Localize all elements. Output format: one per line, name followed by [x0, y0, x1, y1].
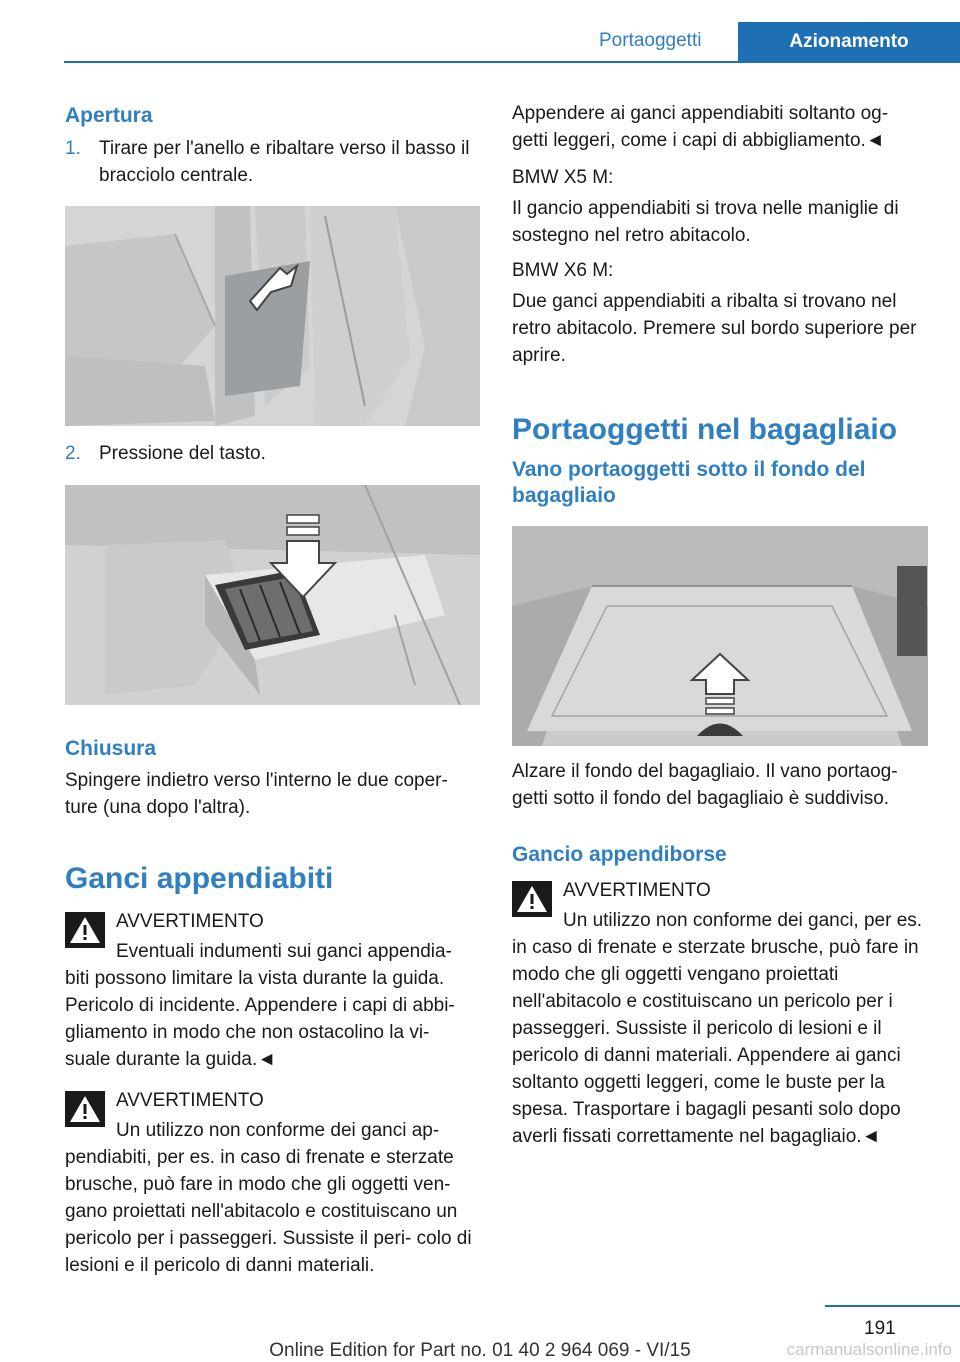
- edition-footer: Online Edition for Part no. 01 40 2 964 069 - VI/15: [269, 1340, 691, 1361]
- warning-3: [512, 877, 928, 1150]
- step-1: [65, 135, 480, 189]
- closing-heading: Chiusura: [65, 737, 157, 760]
- release-button-figure: [65, 485, 480, 705]
- right-column: [512, 100, 928, 1150]
- step-2-text: Pressione del tasto.: [99, 443, 266, 464]
- left-column: [65, 100, 480, 1279]
- page-number: 191: [864, 1318, 896, 1339]
- step-2-number: 2.: [65, 443, 81, 464]
- header-section-title: Portaoggetti: [599, 30, 702, 51]
- warning-2: [65, 1087, 480, 1279]
- warning-1: [65, 908, 480, 1073]
- closing-text: Spingere indietro verso l'interno le due coper‐ ture (una dopo l'altra).: [65, 770, 448, 818]
- warning-triangle-icon: [512, 881, 552, 917]
- x6-text: Due ganci appendiabiti a ribalta si trovano nel retro abitacolo. Premere sul bordo superiore per aprire.: [512, 291, 917, 366]
- warning-triangle-icon: [65, 1091, 105, 1127]
- bag-hook-heading: Gancio appendiborse: [512, 843, 727, 866]
- luggage-heading: Portaoggetti nel bagagliaio: [512, 413, 898, 446]
- opening-heading: Apertura: [65, 104, 153, 127]
- luggage-floor-figure: [512, 526, 928, 746]
- x5-text: Il gancio appendiabiti si trova nelle maniglie di sostegno nel retro abitacolo.: [512, 198, 899, 246]
- warning-triangle-icon: [65, 912, 105, 948]
- compartment-text: Alzare il fondo del bagagliaio. Il vano portaog‐ getti sotto il fondo del bagagliaio è suddiviso.: [512, 761, 898, 809]
- warning-1-text: Eventuali indumenti sui ganci appendia‐ biti possono limitare la vista durante la guida. Pericolo di incidente. Appendere i capi di abbi‐ gliamento in modo che non ostacolino la vi‐ suale durante la guida.◄: [65, 941, 455, 1070]
- hooks-heading: Ganci appendiabiti: [65, 862, 334, 895]
- warning-3-title: AVVERTIMENTO: [563, 880, 711, 901]
- warning-1-title: AVVERTIMENTO: [116, 911, 264, 932]
- compartment-heading: Vano portaoggetti sotto il fondo del bagagliaio: [512, 458, 866, 507]
- armrest-fold-down-figure: [65, 206, 480, 426]
- step-1-number: 1.: [65, 138, 81, 159]
- footer-rule: [825, 1305, 960, 1307]
- x5-label: BMW X5 M:: [512, 167, 614, 188]
- warning-2-title: AVVERTIMENTO: [116, 1090, 264, 1111]
- warning-3-text: Un utilizzo non conforme dei ganci, per es. in caso di frenate e sterzate brusche, può fare in modo che gli oggetti vengano proiettati nell'abitacolo e costituiscano un pericolo per i passeggeri. Sussiste il pericolo di lesioni e il pericolo di danni materiali. Appendere ai ganci soltanto oggetti leggeri, come le buste per la spesa. Trasportare i bagagli pesanti solo dopo averli fissati correttamente nel bagagliaio.◄: [512, 910, 923, 1147]
- x6-label: BMW X6 M:: [512, 260, 614, 281]
- hooks-intro-text: Appendere ai ganci appendiabiti soltanto og‐ getti leggeri, come i capi di abbigliamento.◄: [512, 103, 889, 151]
- step-1-text: Tirare per l'anello e ribaltare verso il basso il bracciolo centrale.: [99, 138, 470, 186]
- watermark: carmanualsonline.info: [786, 1340, 952, 1359]
- warning-2-text: Un utilizzo non conforme dei ganci ap‐ pendiabiti, per es. in caso di frenate e sterzate brusche, può fare in modo che gli oggetti ven‐ gano proiettati nell'abitacolo e costituiscano un pericolo per i passeggeri. Sussiste il peri‐ colo di lesioni e il pericolo di danni materiali.: [65, 1120, 472, 1276]
- header-chapter-tab: Azionamento: [738, 22, 960, 62]
- step-2: [65, 440, 480, 467]
